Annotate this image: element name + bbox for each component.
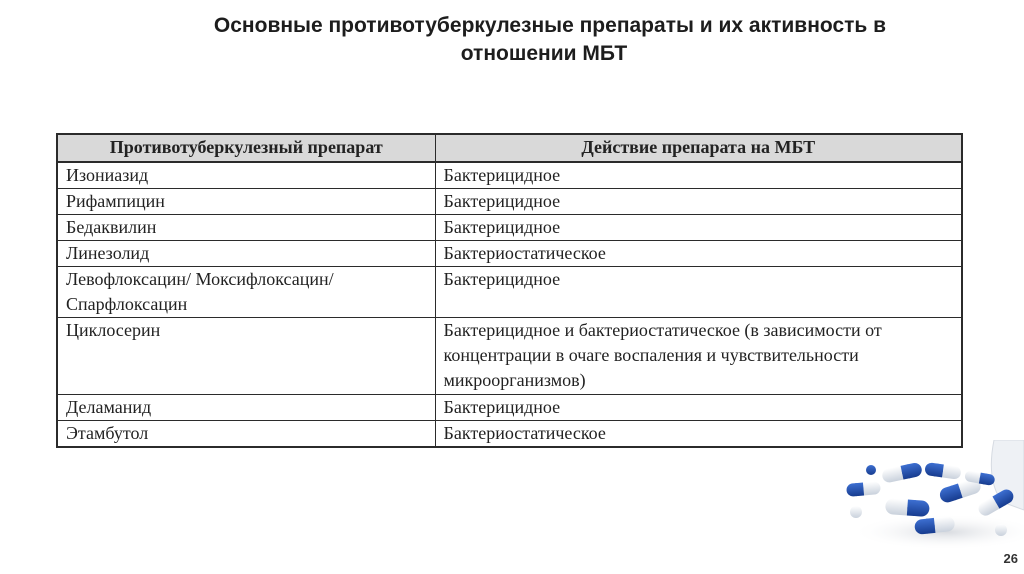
column-header-action: Действие препарата на МБТ bbox=[435, 134, 962, 162]
slide-title-line-2: отношении МБТ bbox=[460, 42, 628, 65]
action-cell: Бактериостатическое bbox=[435, 241, 962, 267]
drug-cell: Этамбутол bbox=[57, 421, 435, 448]
action-cell: Бактериостатическое bbox=[435, 421, 962, 448]
drug-table-container bbox=[56, 133, 961, 448]
table-row bbox=[57, 162, 962, 189]
action-cell: Бактерицидное bbox=[435, 162, 962, 189]
drug-cell: Левофлоксацин/ Моксифлоксацин/ Спарфлоксацин bbox=[57, 267, 435, 318]
table-row bbox=[57, 241, 962, 267]
drug-activity-table bbox=[56, 133, 963, 448]
drug-cell: Деламанид bbox=[57, 395, 435, 421]
slide-title bbox=[120, 12, 980, 68]
table-row bbox=[57, 395, 962, 421]
action-cell: Бактерицидное bbox=[435, 395, 962, 421]
table-header-row bbox=[57, 134, 962, 162]
table-row bbox=[57, 267, 962, 318]
drug-cell: Линезолид bbox=[57, 241, 435, 267]
action-cell: Бактерицидное bbox=[435, 267, 962, 318]
page-number: 26 bbox=[1003, 551, 1018, 566]
drug-cell: Рифампицин bbox=[57, 189, 435, 215]
action-cell: Бактерицидное bbox=[435, 189, 962, 215]
action-cell: Бактерицидное и бактериостатическое (в зависимости от концентрации в очаге воспаления и чувствительности микроорганизмов) bbox=[435, 318, 962, 395]
column-header-drug: Противотуберкулезный препарат bbox=[57, 134, 435, 162]
table-row bbox=[57, 215, 962, 241]
table-row bbox=[57, 318, 962, 395]
slide-title-line-1: Основные противотуберкулезные препараты и их активность в bbox=[213, 14, 887, 37]
drug-cell: Бедаквилин bbox=[57, 215, 435, 241]
action-cell: Бактерицидное bbox=[435, 215, 962, 241]
pills-icon bbox=[826, 440, 1024, 552]
drug-cell: Циклосерин bbox=[57, 318, 435, 395]
drug-cell: Изониазид bbox=[57, 162, 435, 189]
table-row bbox=[57, 189, 962, 215]
